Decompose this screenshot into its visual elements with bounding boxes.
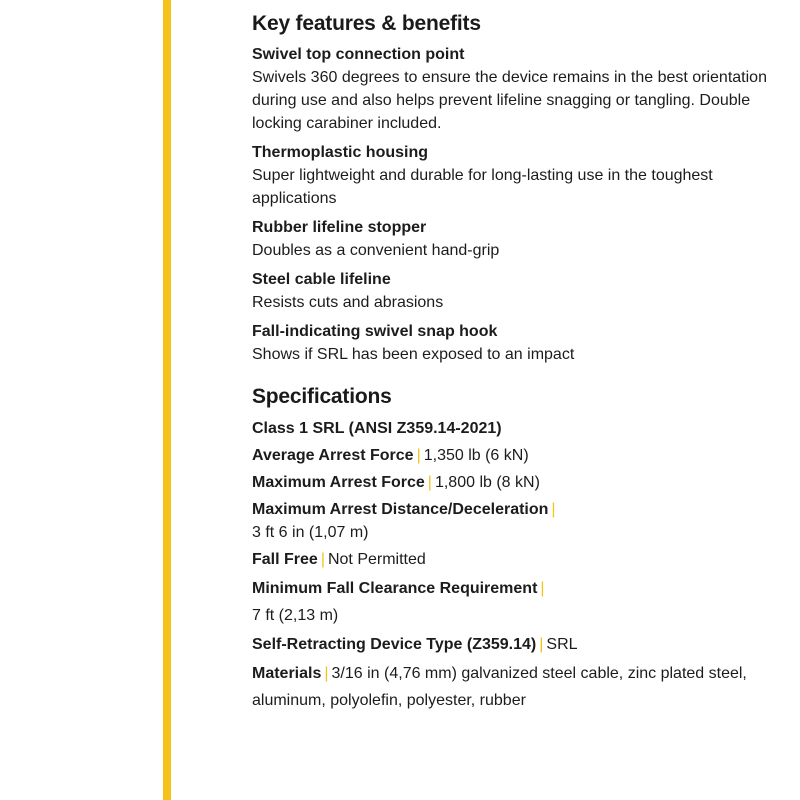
spec-value: 3/16 in (4,76 mm) galvanized steel cable, zinc plated steel, aluminum, polyolefin, polyester, rubber — [252, 665, 747, 709]
feature-description: Doubles as a convenient hand-grip — [252, 242, 500, 259]
document-content — [252, 12, 772, 718]
spec-value: 7 ft (2,13 m) — [252, 607, 339, 624]
spec-label: Maximum Arrest Force — [252, 474, 425, 491]
spec-value: 1,800 lb (8 kN) — [434, 474, 540, 491]
spec-row — [252, 471, 772, 494]
spec-separator: | — [427, 474, 432, 491]
spec-separator: | — [551, 501, 556, 518]
spec-separator: | — [540, 580, 545, 597]
specifications-heading: Specifications — [252, 385, 392, 408]
feature-title: Swivel top connection point — [252, 46, 465, 63]
spec-row — [252, 660, 772, 714]
accent-bar — [163, 0, 171, 800]
spec-label: Maximum Arrest Distance/Deceleration — [252, 501, 549, 518]
spec-class-label: Class 1 SRL (ANSI Z359.14-2021) — [252, 420, 502, 437]
spec-value: 3 ft 6 in (1,07 m) — [252, 524, 369, 541]
spec-row — [252, 498, 772, 544]
spec-separator: | — [539, 636, 544, 653]
spec-class-line — [252, 417, 772, 440]
spec-value: Not Permitted — [327, 551, 426, 568]
spec-separator: | — [324, 665, 329, 682]
feature-description: Shows if SRL has been exposed to an impact — [252, 346, 575, 363]
feature-item — [252, 142, 772, 210]
feature-item — [252, 269, 772, 314]
feature-description: Resists cuts and abrasions — [252, 294, 444, 311]
spec-label: Minimum Fall Clearance Requirement — [252, 580, 538, 597]
feature-description: Swivels 360 degrees to ensure the device remains in the best orientation during use and also helps prevent lifeline snagging or tangling. Double locking carabiner included. — [252, 69, 767, 132]
spec-row — [252, 633, 772, 656]
spec-label: Fall Free — [252, 551, 318, 568]
spec-label: Self-Retracting Device Type (Z359.14) — [252, 636, 537, 653]
spec-row — [252, 444, 772, 467]
feature-title: Rubber lifeline stopper — [252, 219, 427, 236]
feature-title: Fall-indicating swivel snap hook — [252, 323, 498, 340]
feature-item — [252, 44, 772, 135]
spec-value: SRL — [546, 636, 578, 653]
spec-label: Materials — [252, 665, 322, 682]
feature-description: Super lightweight and durable for long-lasting use in the toughest applications — [252, 167, 713, 207]
spec-row — [252, 575, 772, 629]
spec-value: 1,350 lb (6 kN) — [423, 447, 529, 464]
spec-label: Average Arrest Force — [252, 447, 414, 464]
feature-item — [252, 321, 772, 366]
feature-item — [252, 217, 772, 262]
feature-title: Steel cable lifeline — [252, 271, 391, 288]
spec-row — [252, 548, 772, 571]
features-heading: Key features & benefits — [252, 12, 481, 35]
spec-separator: | — [320, 551, 325, 568]
spec-separator: | — [416, 447, 421, 464]
feature-title: Thermoplastic housing — [252, 144, 429, 161]
